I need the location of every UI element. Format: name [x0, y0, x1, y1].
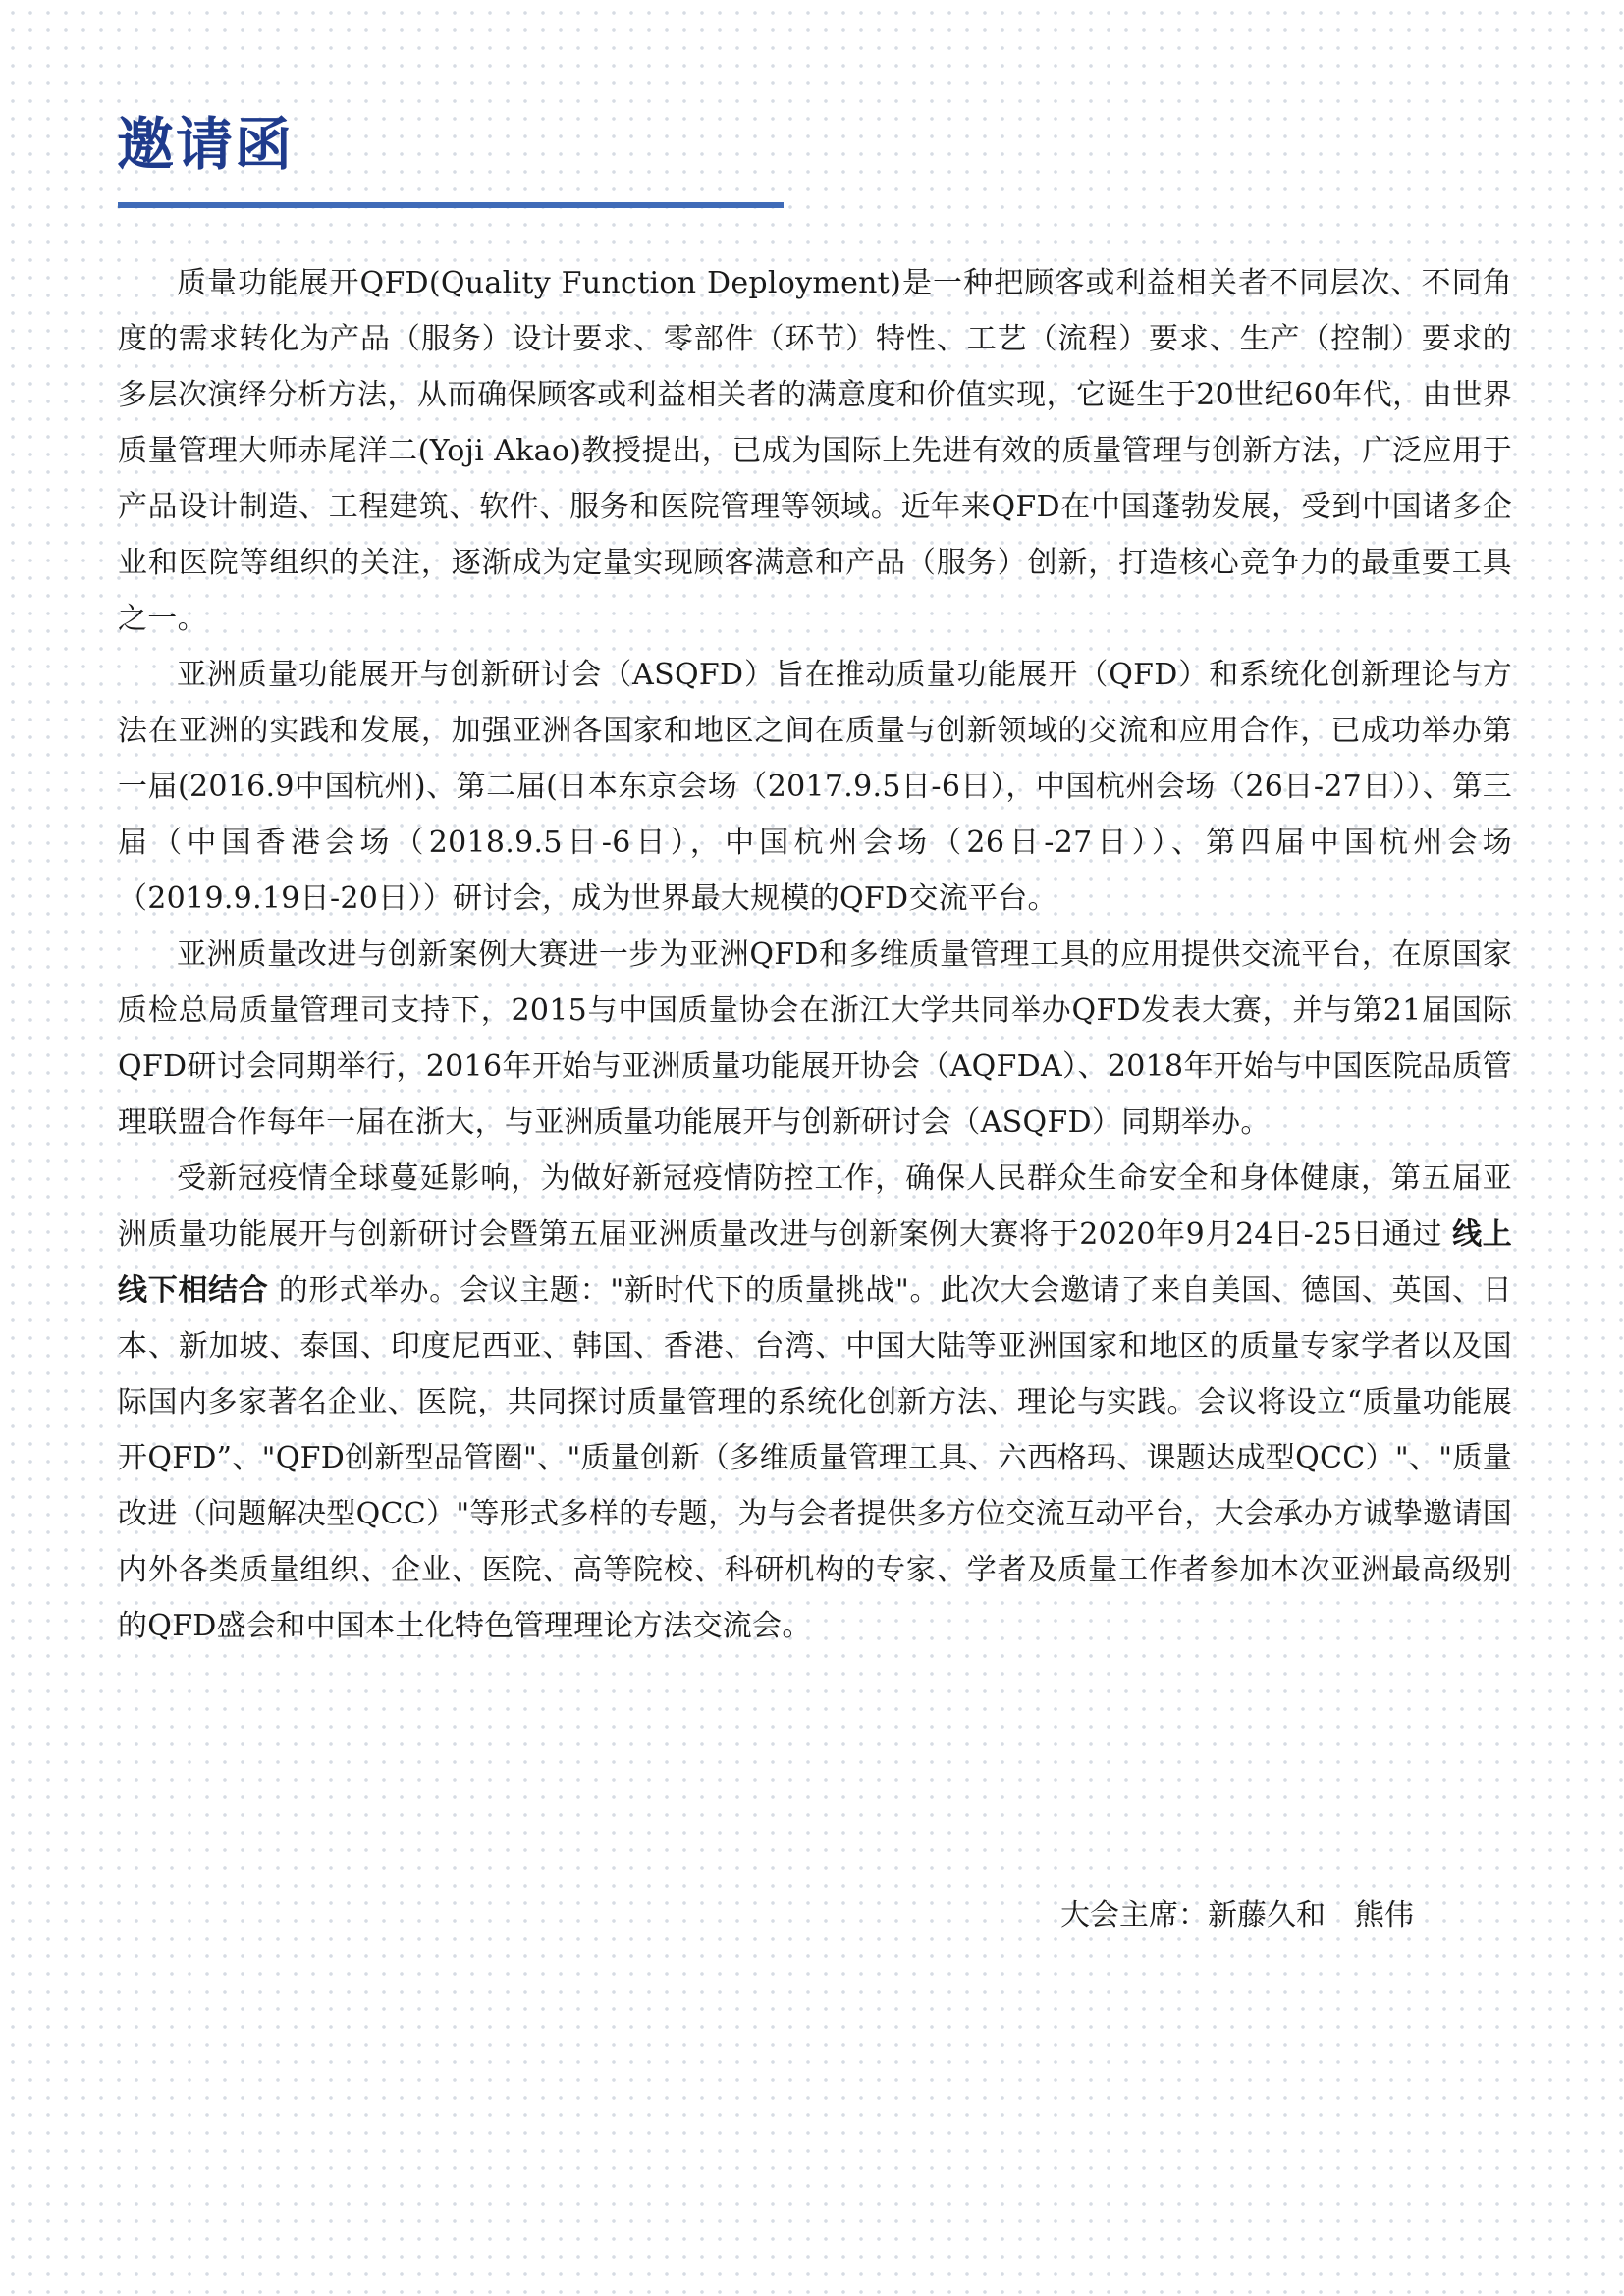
paragraph-case-competition: 亚洲质量改进与创新案例大赛进一步为亚洲QFD和多维质量管理工具的应用提供交流平台，在原国家质检总局质量管理司支持下，2015与中国质量协会在浙江大学共同举办QFD发表大赛，并与第21届国际QFD研讨会同期举行，2016年开始与亚洲质量功能展开协会（AQFDA）、2018年开始与中国医院品质管理联盟合作每年一届在浙大，与亚洲质量功能展开与创新研讨会（ASQFD）同期举办。	[118, 937, 1512, 1140]
paragraph-fifth-conference	[118, 1150, 1512, 1654]
paragraph-asqfd: 亚洲质量功能展开与创新研讨会（ASQFD）旨在推动质量功能展开（QFD）和系统化创新理论与方法在亚洲的实践和发展，加强亚洲各国家和地区之间在质量与创新领域的交流和应用合作，已成功举办第一届(2016.9中国杭州)、第二届(日本东京会场（2017.9.5日-6日），中国杭州会场（26日-27日））、第三届（中国香港会场（2018.9.5日-6日），中国杭州会场（26日-27日））、第四届中国杭州会场（2019.9.19日-20日））研讨会，成为世界最大规模的QFD交流平台。	[118, 658, 1512, 916]
paragraph-text: 的形式举办。会议主题："新时代下的质量挑战"。此次大会邀请了来自美国、德国、英国、日本、新加坡、泰国、印度尼西亚、韩国、香港、台湾、中国大陆等亚洲国家和地区的质量专家学者以及国际国内多家著名企业、医院，共同探讨质量管理的系统化创新方法、理论与实践。会议将设立“质量功能展开QFD”、"QFD创新型品管圈"、"质量创新（多维质量管理工具、六西格玛、课题达成型QCC）"、"质量改进（问题解决型QCC）"等形式多样的专题，为与会者提供多方位交流互动平台，大会承办方诚挚邀请国内外各类质量组织、企业、医院、高等院校、科研机构的专家、学者及质量工作者参加本次亚洲最高级别的QFD盛会和中国本土化特色管理理论方法交流会。	[118, 1273, 1512, 1643]
letter-body	[118, 255, 1512, 1654]
emphasis-online-offline: 线上线下相结合	[118, 1217, 1512, 1308]
paragraph-qfd-intro: 质量功能展开QFD(Quality Function Deployment)是一种把顾客或利益相关者不同层次、不同角度的需求转化为产品（服务）设计要求、零部件（环节）特性、工艺（流程）要求、生产（控制）要求的多层次演绎分析方法，从而确保顾客或利益相关者的满意度和价值实现，它诞生于20世纪60年代，由世界质量管理大师赤尾洋二(Yoji Akao)教授提出，已成为国际上先进有效的质量管理与创新方法，广泛应用于产品设计制造、工程建筑、软件、服务和医院管理等领域。近年来QFD在中国蓬勃发展，受到中国诸多企业和医院等组织的关注，逐渐成为定量实现顾客满意和产品（服务）创新，打造核心竞争力的最重要工具之一。	[118, 266, 1512, 636]
chairman-signature: 大会主席：新藤久和 熊伟	[1060, 1898, 1414, 1933]
paragraph-text: 受新冠疫情全球蔓延影响，为做好新冠疫情防控工作，确保人民群众生命安全和身体健康，第五届亚洲质量功能展开与创新研讨会暨第五届亚洲质量改进与创新案例大赛将于2020年9月24日-25日通过	[118, 1161, 1512, 1252]
page-title: 邀请函	[117, 111, 295, 178]
title-underline	[118, 202, 784, 208]
